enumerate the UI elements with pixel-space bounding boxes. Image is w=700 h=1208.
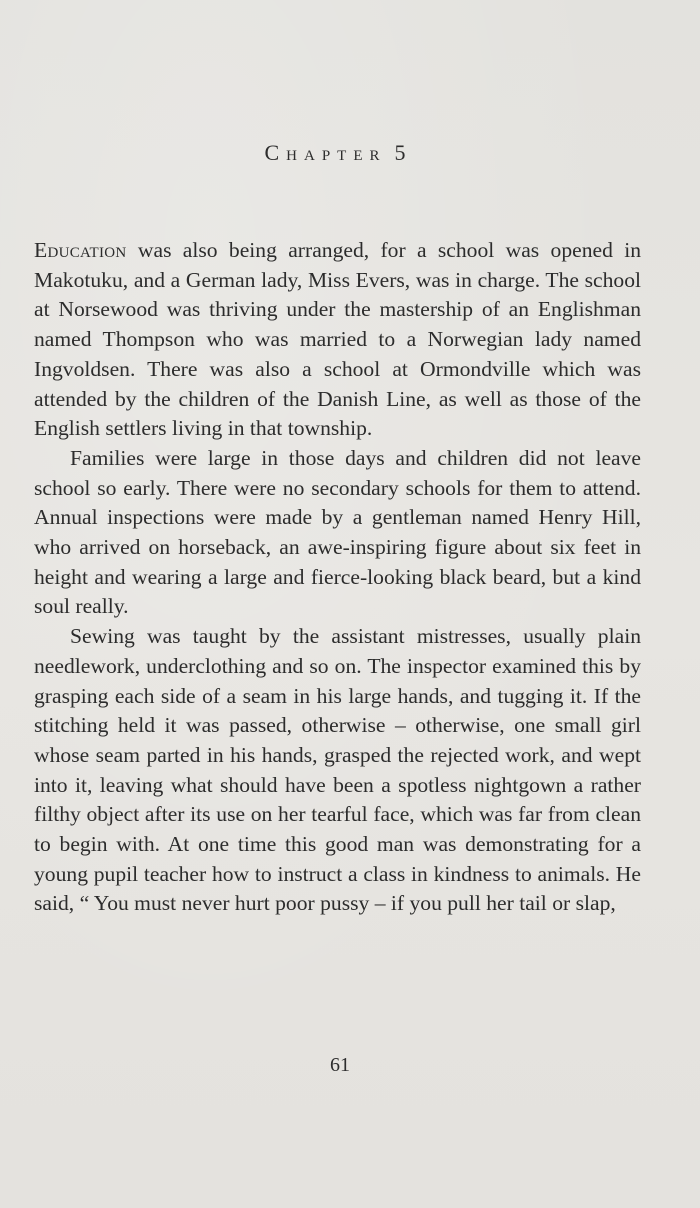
chapter-label: Chapter (264, 140, 387, 165)
paragraph-lead-word: Education (34, 238, 127, 262)
page-number: 61 (330, 1054, 350, 1076)
chapter-number: 5 (394, 140, 406, 165)
chapter-body (34, 236, 641, 919)
chapter-heading (0, 140, 670, 166)
paragraph-1-text: was also being arranged, for a school was opened in Makotuku, and a German lady, Miss Evers, was in charge. The school at Norsewood was thriving under the mastership of an Englishman named Thompson who was married to a Norwegian lady named Ingvoldsen. There was also a school at Ormondville which was attended by the children of the Danish Line, as well as those of the English settlers living in that township. (34, 238, 641, 441)
paragraph-1 (34, 236, 641, 444)
paragraph-2: Families were large in those days and children did not leave school so early. There were no secondary schools for them to attend. Annual inspections were made by a gentleman named Henry Hill, who arrived on horseback, an awe-inspiring figure about six feet in height and wearing a large and fierce-looking black beard, but a kind soul really. (34, 445, 641, 619)
paragraph-3: Sewing was taught by the assistant mistresses, usually plain needlework, underclothing and so on. The inspector examined this by grasping each side of a seam in his large hands, and tugging it. If the stitching held it was passed, otherwise – otherwise, one small girl whose seam parted in his hands, grasped the rejected work, and wept into it, leaving what should have been a spotless nightgown a rather filthy object after its use on her tearful face, which was far from clean to begin with. At one time this good man was demonstrating for a young pupil teacher how to instruct a class in kindness to animals. He said, “ You must never hurt poor pussy – if you pull her tail or slap, (34, 624, 641, 916)
